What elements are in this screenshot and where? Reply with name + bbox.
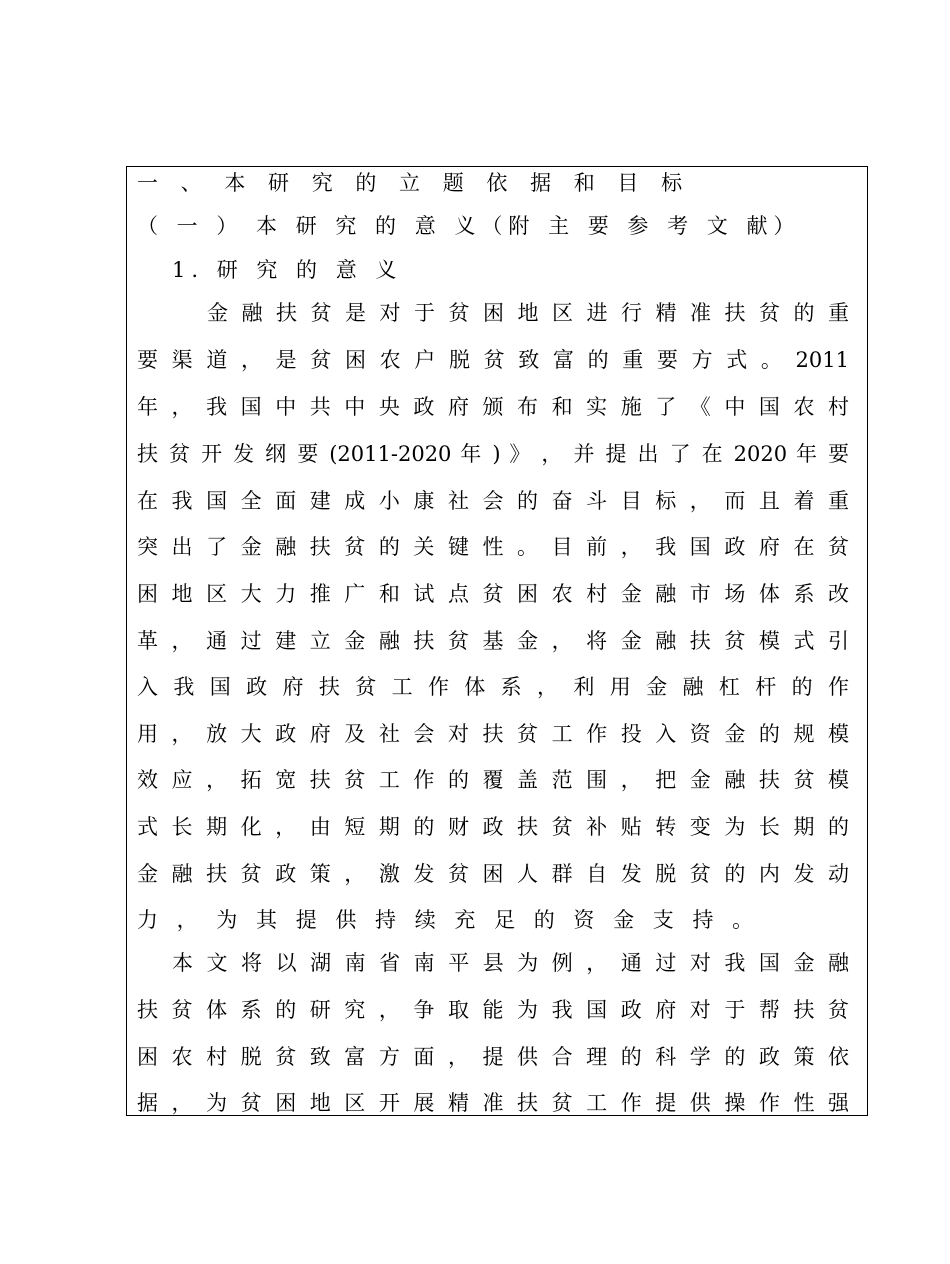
paragraph-2-line: 据 ， 为 贫 困 地 区 开 展 精 准 扶 贫 工 作 提 供 操 作 性 强 [137,1091,849,1115]
paragraph-1-line: 要 渠 道 ， 是 贫 困 农 户 脱 贫 致 富 的 重 要 方 式 。 2011 [137,348,849,372]
subsection-heading: （ 一 ） 本 研 究 的 意 义（附 主 要 参 考 文 献） [137,214,801,238]
paragraph-1-line: 入 我 国 政 府 扶 贫 工 作 体 系 ， 利 用 金 融 杠 杆 的 作 [137,675,849,699]
paragraph-1-line: 扶 贫 开 发 纲 要 (2011-2020 年 ) 》 ， 并 提 出 了 在 2020 年 要 [137,442,849,466]
paragraph-1-line: 年 ， 我 国 中 共 中 央 政 府 颁 布 和 实 施 了 《 中 国 农 村 [137,395,849,419]
document-frame [126,166,868,1116]
sub-subsection-heading: 1. 研 究 的 意 义 [172,258,403,282]
paragraph-1-line: 用 ， 放 大 政 府 及 社 会 对 扶 贫 工 作 投 入 资 金 的 规 模 [137,722,849,746]
section-heading: 一 、 本 研 究 的 立 题 依 据 和 目 标 [137,171,691,195]
paragraph-1-line: 在 我 国 全 面 建 成 小 康 社 会 的 奋 斗 目 标 ， 而 且 着 重 [137,489,849,513]
paragraph-2-line: 扶 贫 体 系 的 研 究 ， 争 取 能 为 我 国 政 府 对 于 帮 扶 贫 [137,998,849,1022]
paragraph-2-line: 困 农 村 脱 贫 致 富 方 面 ， 提 供 合 理 的 科 学 的 政 策 依 [137,1045,849,1069]
paragraph-1-line: 革 ， 通 过 建 立 金 融 扶 贫 基 金 ， 将 金 融 扶 贫 模 式 引 [137,629,849,653]
paragraph-2-line: 本 文 将 以 湖 南 省 南 平 县 为 例 ， 通 过 对 我 国 金 融 [172,951,849,975]
paragraph-1-line: 金 融 扶 贫 是 对 于 贫 困 地 区 进 行 精 准 扶 贫 的 重 [207,301,849,325]
paragraph-1-line: 效 应 ， 拓 宽 扶 贫 工 作 的 覆 盖 范 围 ， 把 金 融 扶 贫 模 [137,768,849,792]
paragraph-1-line: 式 长 期 化 ， 由 短 期 的 财 政 扶 贫 补 贴 转 变 为 长 期 的 [137,815,849,839]
paragraph-1-line: 力 ， 为 其 提 供 持 续 充 足 的 资 金 支 持 。 [137,908,760,932]
paragraph-1-line: 突 出 了 金 融 扶 贫 的 关 键 性 。 目 前 ， 我 国 政 府 在 贫 [137,535,849,559]
paragraph-1-line: 金 融 扶 贫 政 策 ， 激 发 贫 困 人 群 自 发 脱 贫 的 内 发 动 [137,862,849,886]
paragraph-1-line: 困 地 区 大 力 推 广 和 试 点 贫 困 农 村 金 融 市 场 体 系 改 [137,582,849,606]
